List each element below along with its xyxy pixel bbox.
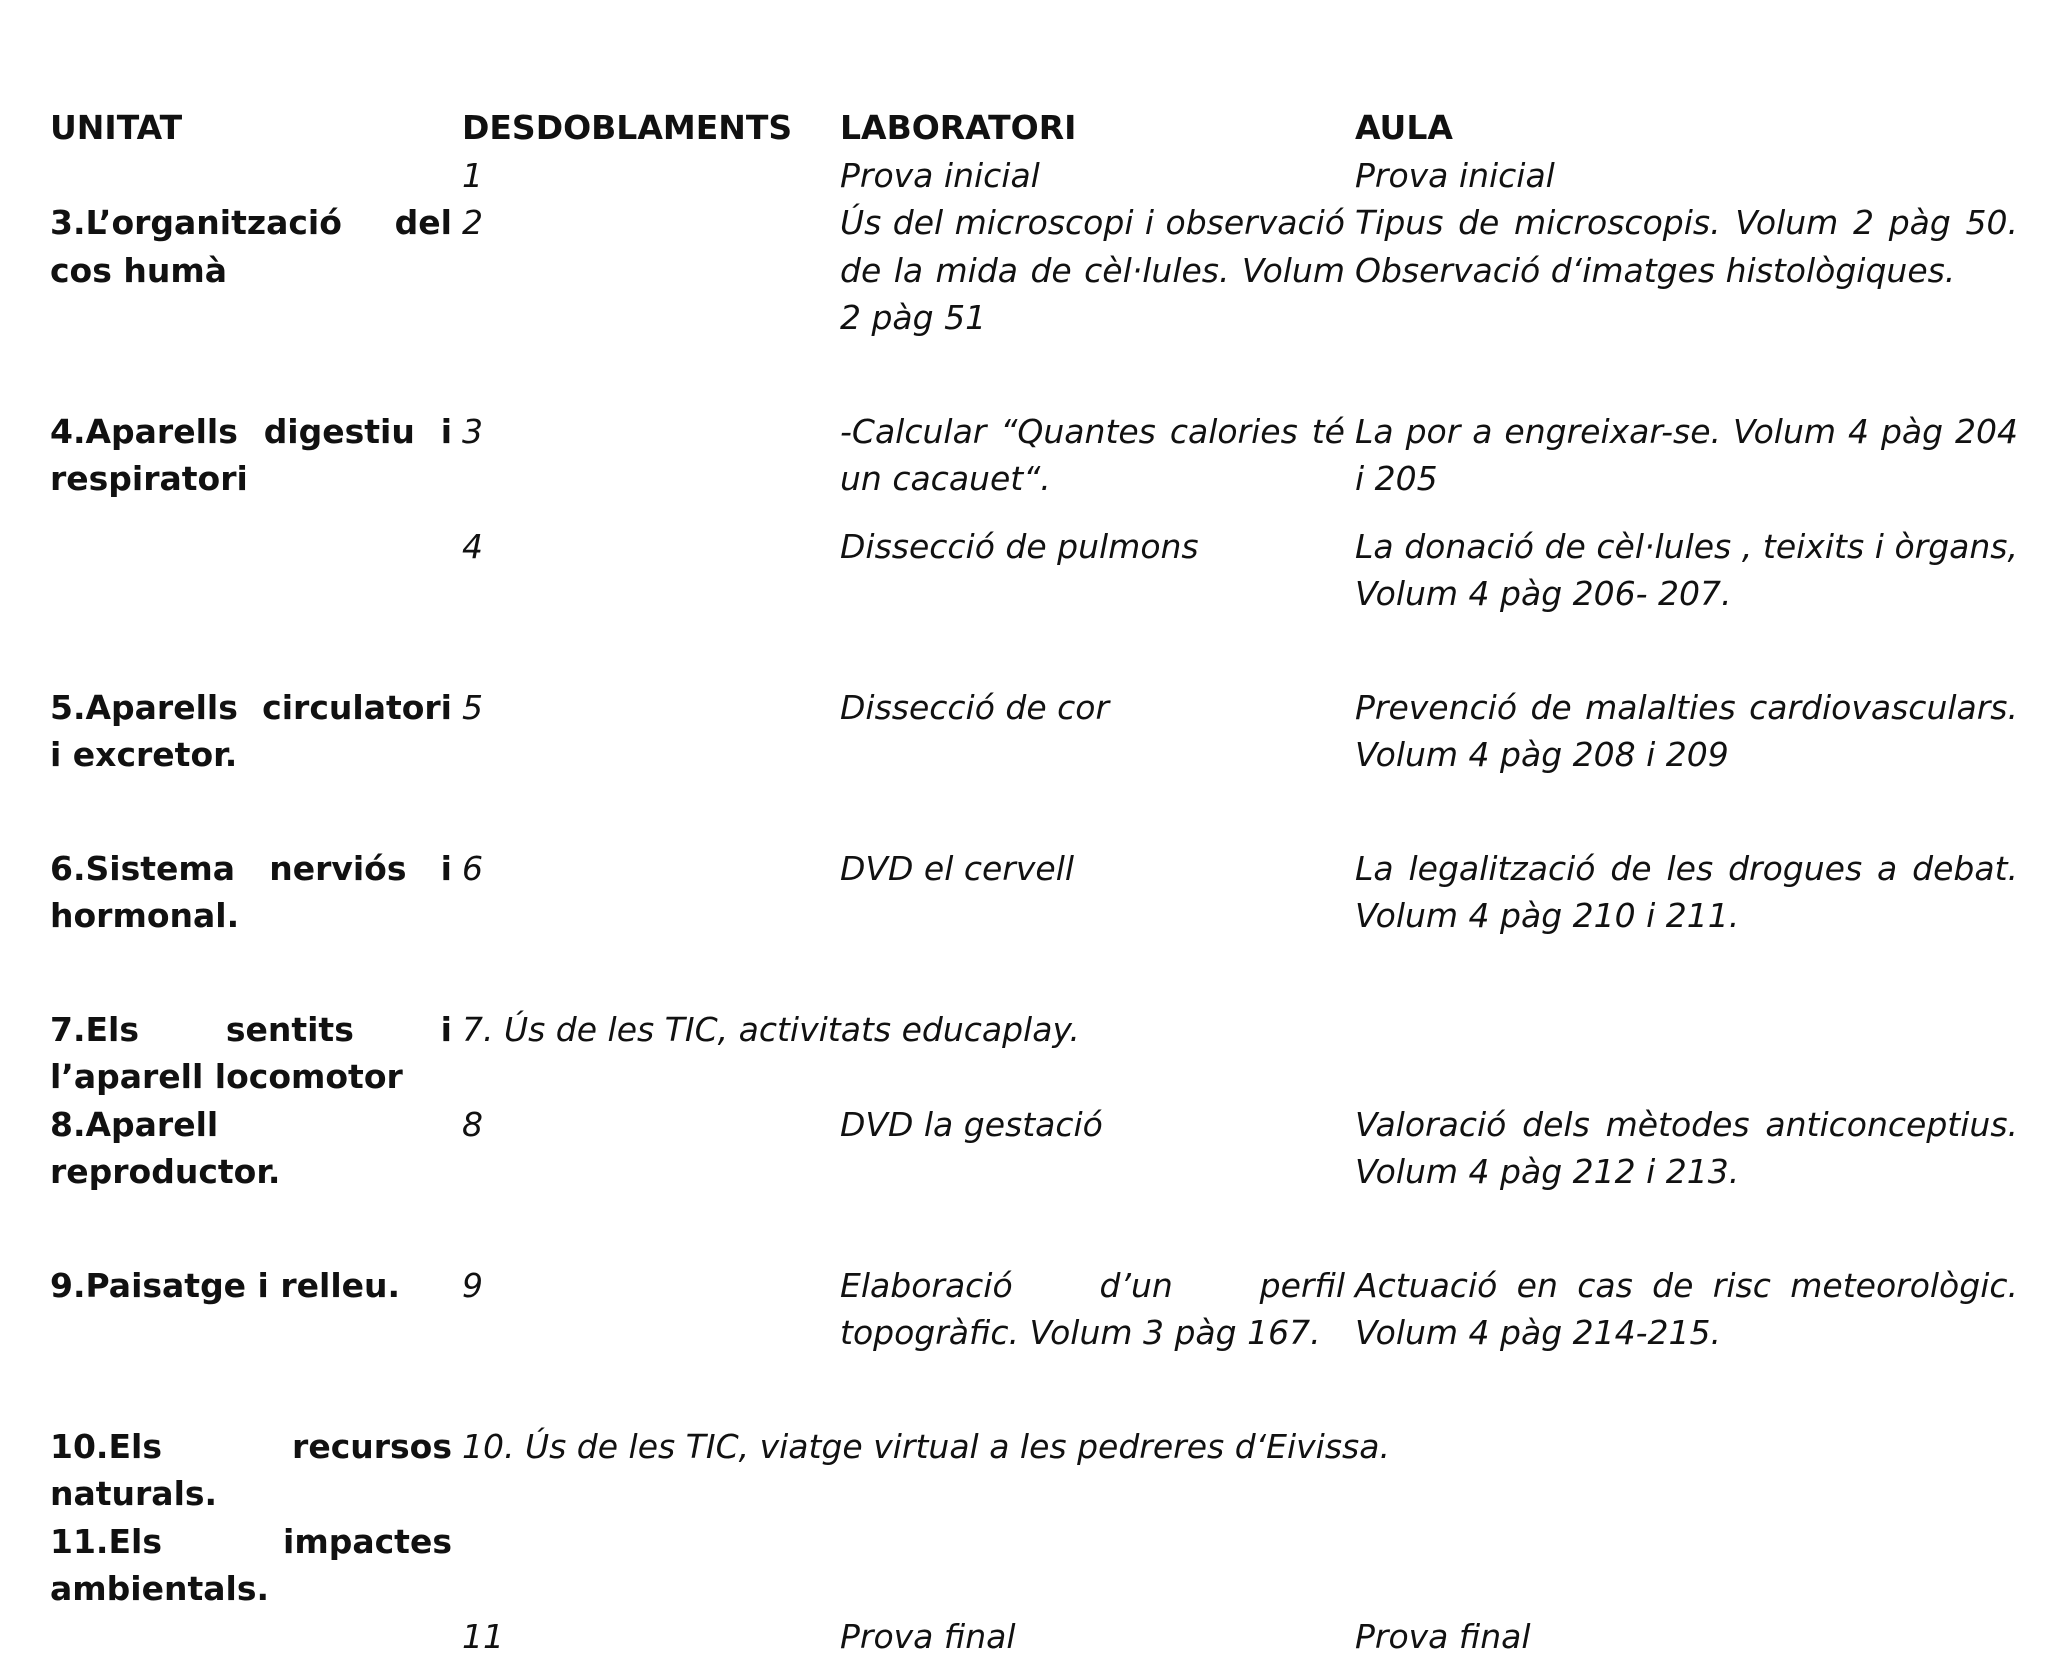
aula-cell: Prova final [1355,1613,2028,1660]
aula-cell: La por a engreixar-se. Volum 4 pàg 204 i 205 [1355,342,2028,503]
laboratori-cell: Dissecció de cor [840,618,1355,779]
header-unitat: UNITAT [50,104,462,152]
unit-cell: 4.Aparells digestiu i respiratori [50,342,462,503]
laboratori-cell: Prova final [840,1613,1355,1660]
aula-cell: La donació de cèl·lules , teixits i òrgans, Volum 4 pàg 206- 207. [1355,503,2028,618]
table-row [50,1101,2028,1196]
desdoblament-cell: 4 [462,503,840,618]
desdoblament-cell: 6 [462,779,840,940]
unit-cell: 8.Aparell reproductor. [50,1101,462,1196]
unit-cell: 3.L’organització del cos humà [50,199,462,342]
header-laboratori: LABORATORI [840,104,1355,152]
unit-cell [50,152,462,200]
desdoblament-cell: 1 [462,152,840,200]
table-row [50,199,2028,342]
aula-cell: Actuació en cas de risc meteorològic. Volum 4 pàg 214-215. [1355,1196,2028,1357]
units-table [50,104,2028,1660]
table-row [50,503,2028,618]
table-header-row [50,104,2028,152]
table-row [50,1196,2028,1357]
table-row [50,1518,2028,1613]
span-activity-cell: 7. Ús de les TIC, activitats educaplay. [462,940,2028,1101]
laboratori-cell: Ús del microscopi i observació de la mida de cèl·lules. Volum 2 pàg 51 [840,199,1355,342]
unit-cell: 9.Paisatge i relleu. [50,1196,462,1357]
header-aula: AULA [1355,104,2028,152]
aula-cell: Prevenció de malalties cardiovasculars. Volum 4 pàg 208 i 209 [1355,618,2028,779]
unit-cell: 5.Aparells circulatori i excretor. [50,618,462,779]
laboratori-cell: DVD el cervell [840,779,1355,940]
desdoblament-cell [462,1518,840,1613]
laboratori-cell: -Calcular “Quantes calories té un cacauet“. [840,342,1355,503]
header-desdoblaments: DESDOBLAMENTS [462,104,840,152]
aula-cell: Prova inicial [1355,152,2028,200]
table-row [50,152,2028,200]
planning-document [50,104,2028,1660]
unit-cell: 11.Els impactes ambientals. [50,1518,462,1613]
laboratori-cell: DVD la gestació [840,1101,1355,1196]
unit-cell: 7.Els sentits i l’aparell locomotor [50,940,462,1101]
desdoblament-cell: 9 [462,1196,840,1357]
table-row [50,342,2028,503]
laboratori-cell: Dissecció de pulmons [840,503,1355,618]
aula-cell: Valoració dels mètodes anticonceptius. Volum 4 pàg 212 i 213. [1355,1101,2028,1196]
laboratori-cell: Prova inicial [840,152,1355,200]
desdoblament-cell: 11 [462,1613,840,1660]
table-row [50,1357,2028,1518]
span-activity-cell: 10. Ús de les TIC, viatge virtual a les pedreres d‘Eivissa. [462,1357,2028,1518]
aula-cell: Tipus de microscopis. Volum 2 pàg 50. Observació d‘imatges histològiques. [1355,199,2028,342]
table-row [50,940,2028,1101]
unit-cell [50,1613,462,1660]
table-row [50,618,2028,779]
laboratori-cell [840,1518,1355,1613]
aula-cell: La legalització de les drogues a debat. Volum 4 pàg 210 i 211. [1355,779,2028,940]
unit-cell: 10.Els recursos naturals. [50,1357,462,1518]
table-row [50,779,2028,940]
desdoblament-cell: 8 [462,1101,840,1196]
unit-cell [50,503,462,618]
desdoblament-cell: 5 [462,618,840,779]
desdoblament-cell: 2 [462,199,840,342]
unit-cell: 6.Sistema nerviós i hormonal. [50,779,462,940]
aula-cell [1355,1518,2028,1613]
table-row [50,1613,2028,1660]
laboratori-cell: Elaboració d’un perfil topogràfic. Volum 3 pàg 167. [840,1196,1355,1357]
desdoblament-cell: 3 [462,342,840,503]
